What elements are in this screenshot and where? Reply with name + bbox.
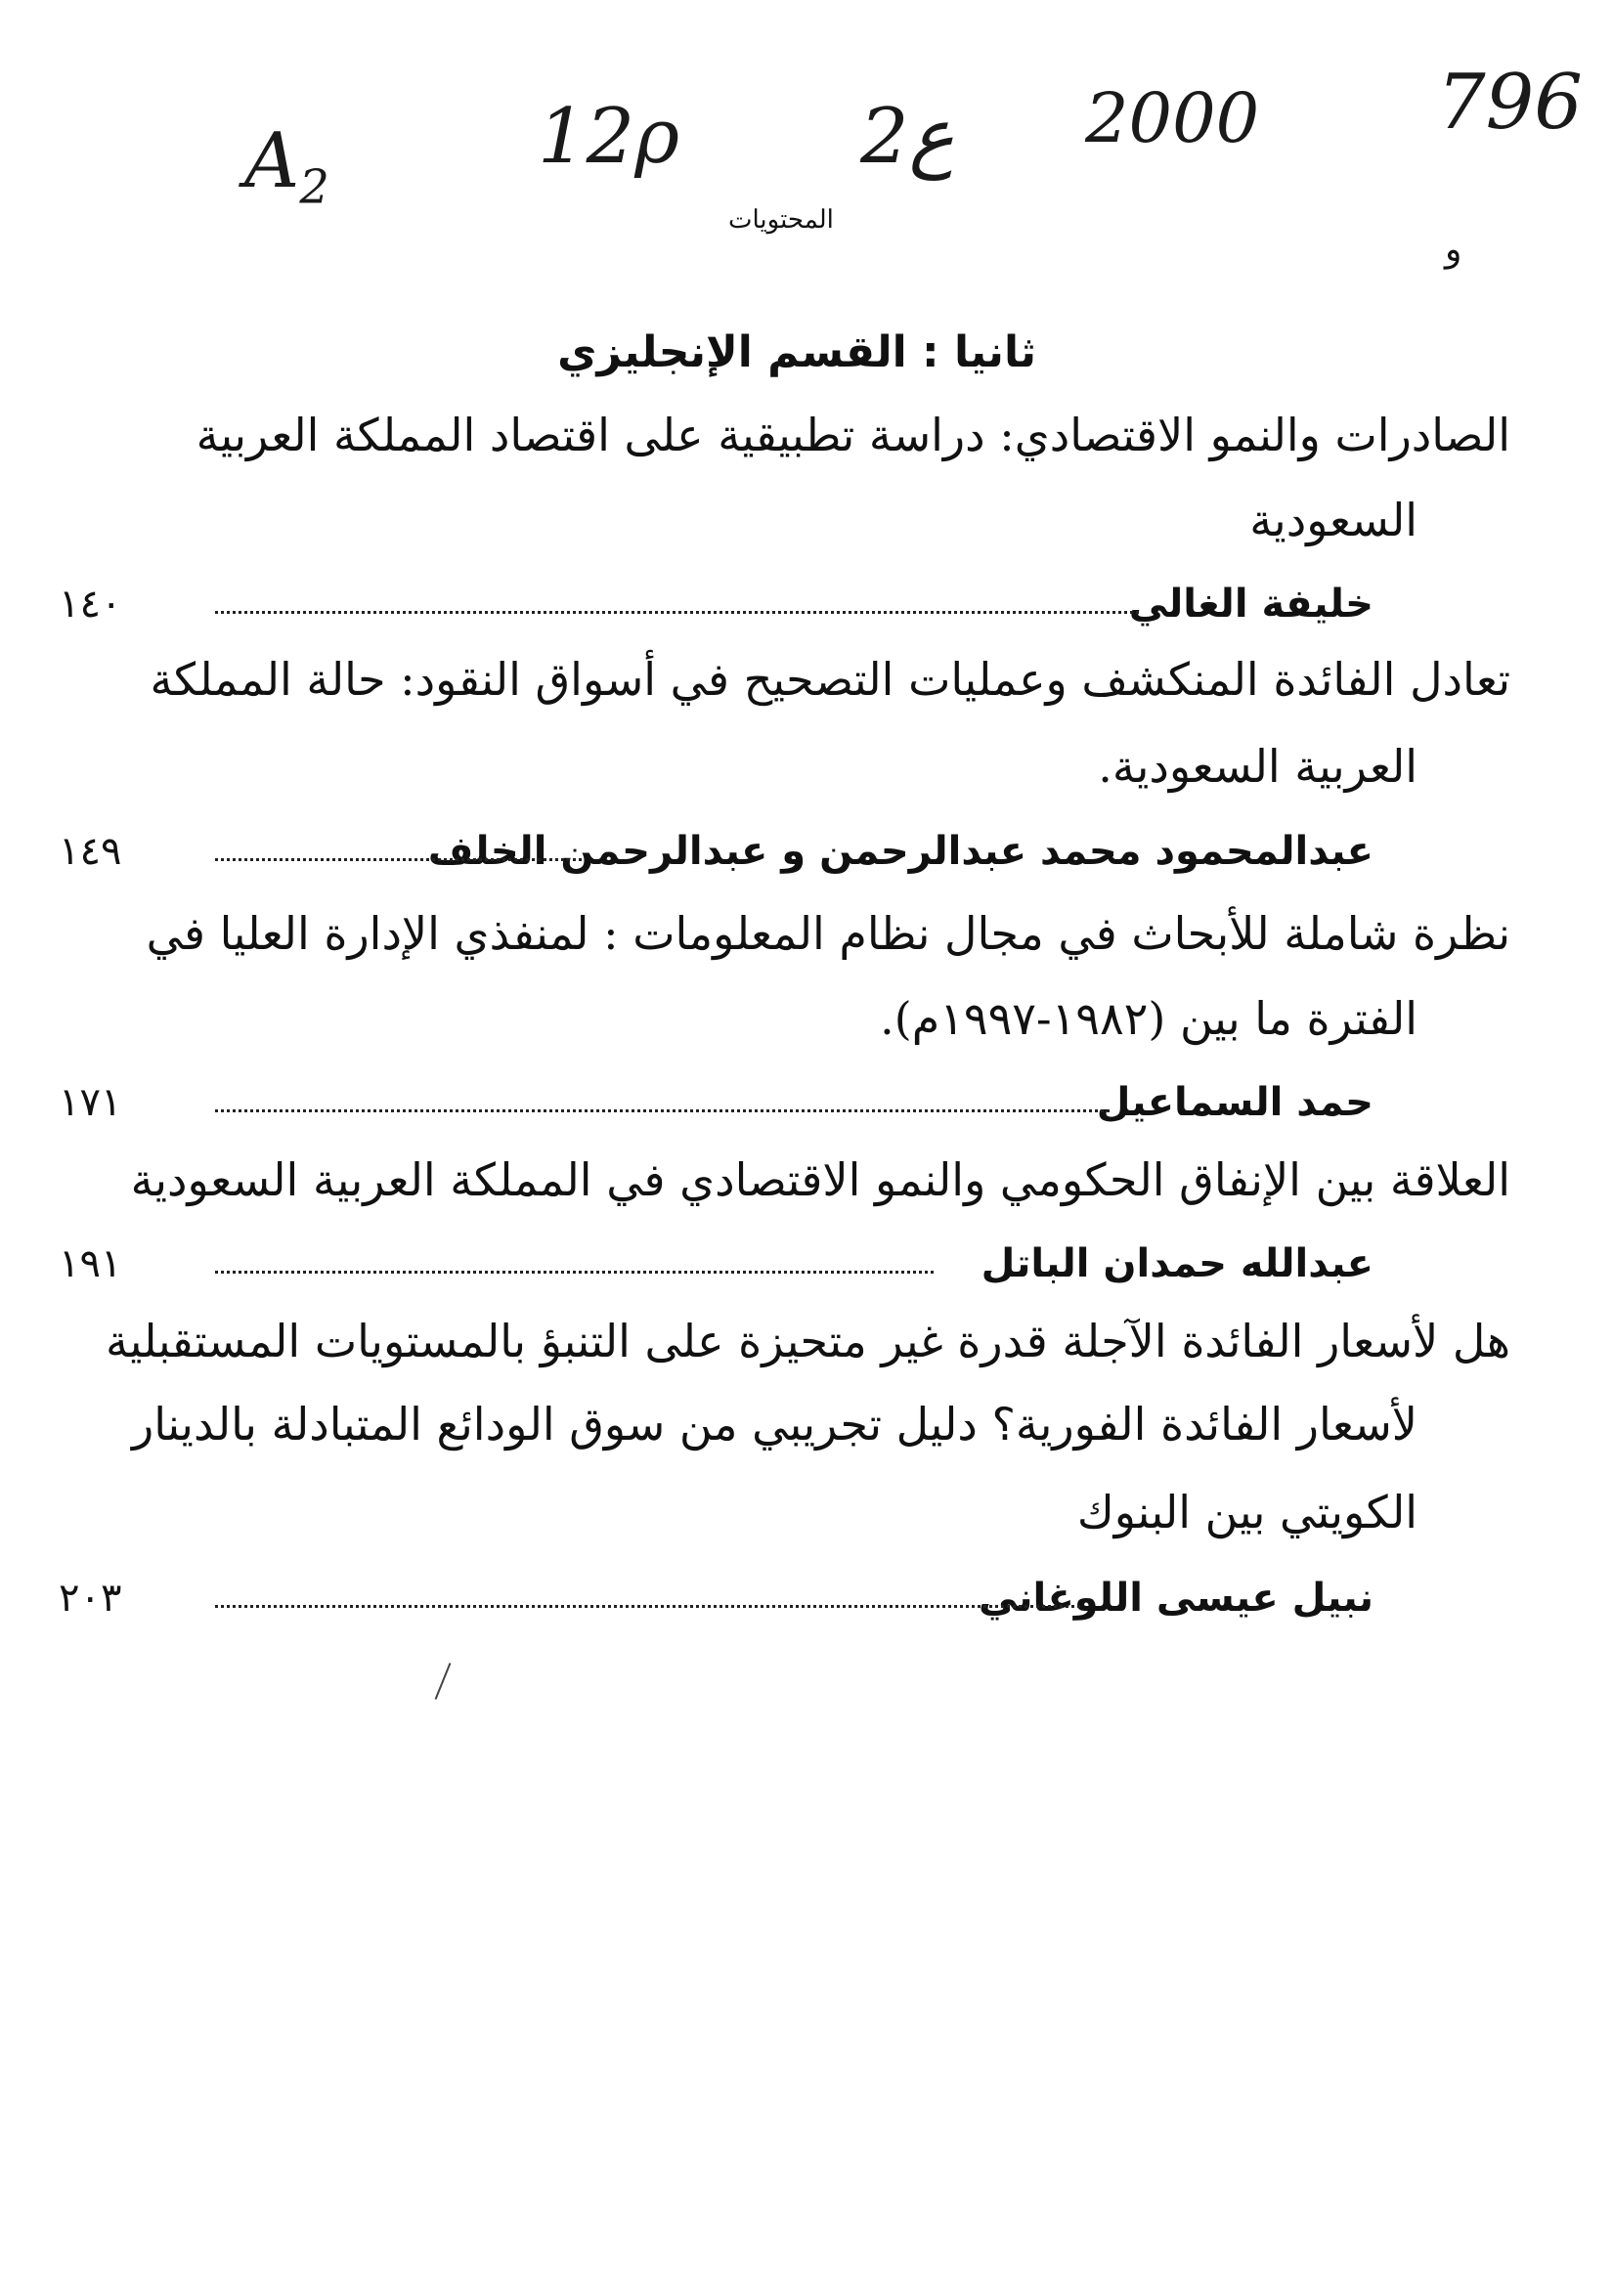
entry-title-line: لأسعار الفائدة الفورية؟ دليل تجريبي من سوق الودائع المتبادلة بالدينار [132, 1398, 1417, 1451]
toc-author-row [59, 582, 1510, 640]
stray-pen-mark [435, 1663, 452, 1700]
toc-author-row [59, 1080, 1510, 1139]
handwritten-note-number: 2ع [860, 93, 955, 181]
entry-title-line: العربية السعودية. [1098, 740, 1417, 793]
handwritten-note-id: 796 [1437, 59, 1583, 147]
entry-title-line: الكويتي بين البنوك [1076, 1486, 1417, 1538]
handwritten-subscript: 2 [299, 159, 329, 215]
dot-leader [215, 1605, 1080, 1608]
author-name: عبدالمحمود محمد عبدالرحمن و عبدالرحمن الخلف [427, 829, 1373, 874]
handwritten-letter: A [244, 117, 300, 205]
author-name: نبيل عيسى اللوغاني [978, 1576, 1373, 1621]
toc-author-row [59, 829, 1510, 888]
dot-leader [215, 611, 1139, 614]
page-letter: و [1445, 230, 1462, 270]
toc-author-row [59, 1576, 1510, 1634]
entry-title-line: تعادل الفائدة المنكشف وعمليات التصحيح في أسواق النقود: حالة المملكة [150, 653, 1510, 706]
author-name: عبدالله حمدان الباتل [981, 1241, 1373, 1286]
handwritten-note-code: 12ρ [538, 93, 680, 181]
entry-title-line: السعودية [1249, 494, 1417, 546]
page-number: ١٤٠ [59, 582, 122, 627]
dot-leader [215, 858, 582, 861]
entry-title-line: الصادرات والنمو الاقتصادي: دراسة تطبيقية على اقتصاد المملكة العربية [196, 409, 1510, 461]
entry-title-line: نظرة شاملة للأبحاث في مجال نظام المعلومات : لمنفذي الإدارة العليا في [146, 907, 1510, 960]
section-title: ثانيا : القسم الإنجليزي [557, 327, 1036, 377]
entry-title-line: العلاقة بين الإنفاق الحكومي والنمو الاقتصادي في المملكة العربية السعودية [130, 1153, 1510, 1206]
entry-title-line: الفترة ما بين (١٩٨٢-١٩٩٧م). [880, 992, 1417, 1045]
handwritten-note-a [244, 117, 329, 215]
toc-author-row [59, 1241, 1510, 1300]
author-name: خليفة الغالي [1128, 582, 1373, 627]
dot-leader [215, 1271, 934, 1274]
handwritten-note-year: 2000 [1085, 78, 1260, 158]
page-number: ٢٠٣ [59, 1576, 122, 1621]
running-header: المحتويات [728, 205, 834, 235]
dot-leader [215, 1109, 1110, 1112]
entry-title-line: هل لأسعار الفائدة الآجلة قدرة غير متحيزة على التنبؤ بالمستويات المستقبلية [105, 1315, 1510, 1367]
page-number: ١٤٩ [59, 829, 122, 874]
author-name: حمد السماعيل [1096, 1080, 1373, 1125]
page-number: ١٩١ [59, 1241, 122, 1286]
page-number: ١٧١ [59, 1080, 122, 1125]
